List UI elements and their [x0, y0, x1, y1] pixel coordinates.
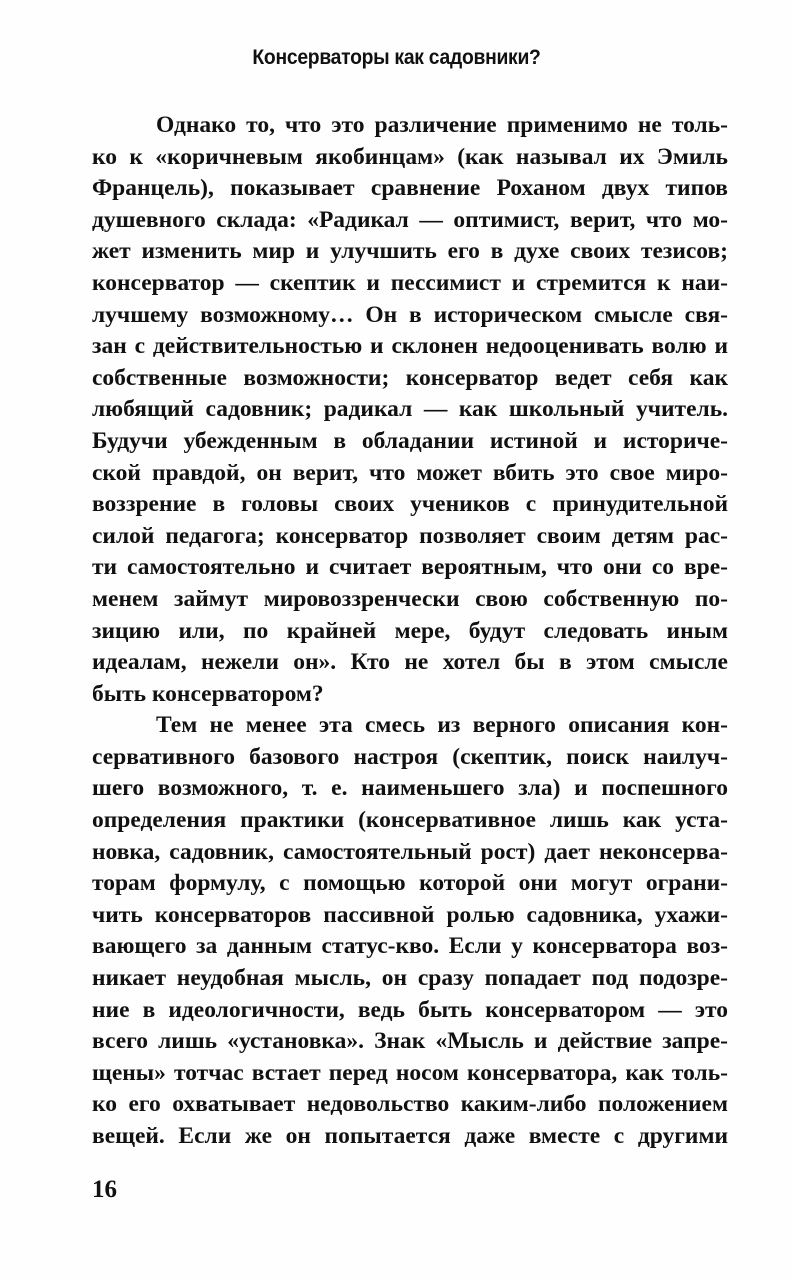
text-line: Францель), показывает сравнение Роханом двух типов [92, 175, 728, 202]
text-line: быть консерватором? [92, 680, 324, 707]
text-line: ние в идеологичности, ведь быть консерватором — это [92, 996, 728, 1023]
text-line: любящий садовник; радикал — как школьный учитель. [92, 396, 728, 423]
text-line: вающего за данным статус-кво. Если у консерватора воз- [92, 933, 728, 960]
text-line: сервативного базового настроя (скептик, поиск наилуч- [92, 743, 728, 770]
text-line: ской правдой, он верит, что может вбить это свое миро- [92, 459, 728, 486]
text-line: зицию или, по крайней мере, будут следовать иным [92, 617, 728, 644]
text-line: лучшему возможному… Он в историческом смысле свя- [92, 301, 728, 328]
body-text [92, 110, 728, 1153]
text-line: никает неудобная мысль, он сразу попадает под подозре- [92, 965, 728, 992]
text-line: чить консерваторов пассивной ролью садовника, ухажи- [92, 901, 728, 928]
text-line: зан с действительностью и склонен недооценивать волю и [92, 333, 728, 360]
text-line: собственные возможности; консерватор ведет себя как [92, 364, 728, 391]
text-line: душевного склада: «Радикал — оптимист, верит, что мо- [92, 206, 728, 233]
page-number: 16 [92, 1176, 117, 1203]
text-line: щены» тотчас встает перед носом консерватора, как толь- [92, 1059, 728, 1086]
text-line: ти самостоятельно и считает вероятным, что они со вре- [92, 554, 728, 581]
text-line: консерватор — скептик и пессимист и стремится к наи- [92, 269, 728, 296]
text-line: всего лишь «установка». Знак «Мысль и действие запре- [92, 1028, 728, 1055]
text-line: определения практики (консервативное лишь как уста- [92, 807, 728, 834]
text-line: вещей. Если же он попытается даже вместе с другими [92, 1123, 728, 1149]
text-line: менем займут мировоззренчески свою собственную по- [92, 585, 728, 612]
text-line: Тем не менее эта смесь из верного описания кон- [156, 712, 728, 739]
text-line: шего возможного, т. е. наименьшего зла) и поспешного [92, 775, 728, 802]
text-line: торам формулу, с помощью которой они могут ограни- [92, 870, 728, 897]
text-line: жет изменить мир и улучшить его в духе своих тезисов; [92, 238, 728, 265]
text-line: новка, садовник, самостоятельный рост) дает неконсерва- [92, 838, 728, 865]
text-line: ко его охватывает недовольство каким-либо положением [92, 1091, 728, 1118]
text-line: идеалам, нежели он». Кто не хотел бы в этом смысле [92, 649, 728, 676]
text-line: Однако то, что это различение применимо не толь- [156, 112, 728, 138]
text-line: силой педагога; консерватор позволяет своим детям рас- [92, 522, 728, 549]
text-line: воззрение в головы своих учеников с принудительной [92, 491, 728, 518]
running-head: Консерваторы как садовники? [252, 46, 541, 69]
text-line: ко к «коричневым якобинцам» (как называл их Эмиль [92, 143, 728, 170]
text-line: Будучи убежденным в обладании истиной и историче- [92, 427, 728, 454]
